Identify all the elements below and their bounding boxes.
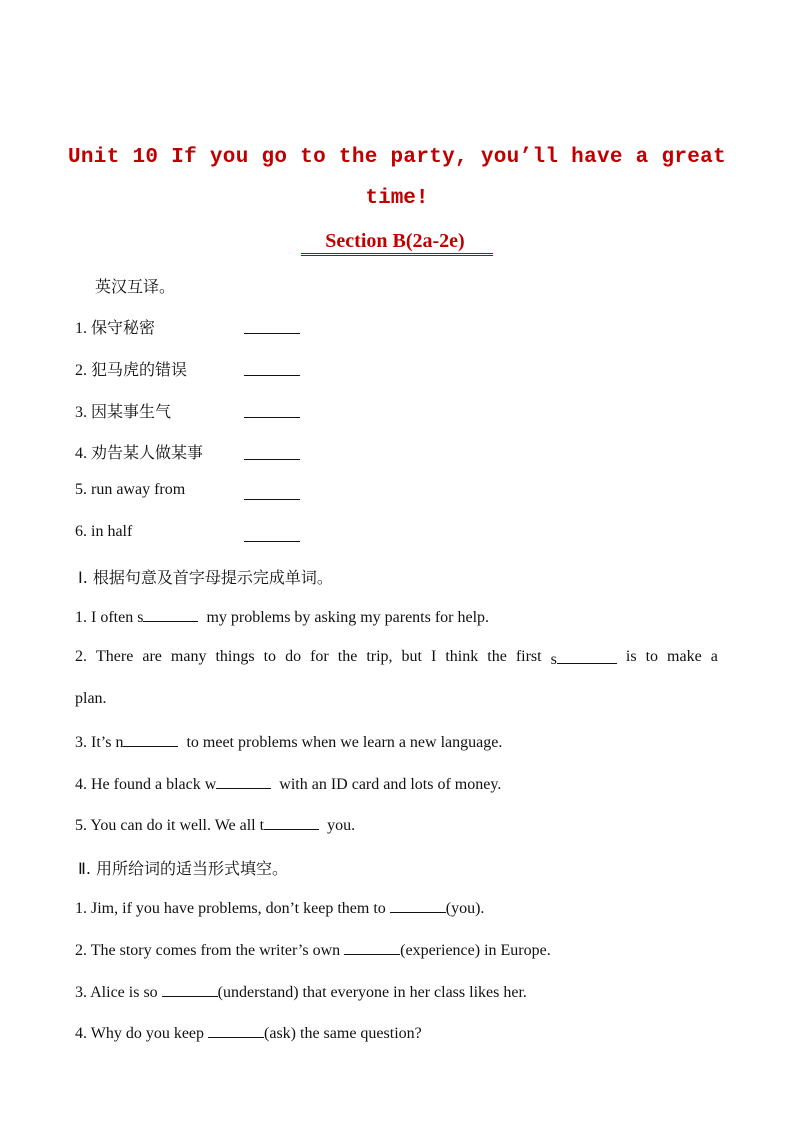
item-number: 3. (75, 404, 87, 421)
unit-title-line-1: Unit 10 If you go to the party, you’ll have a great (67, 146, 726, 169)
answer-blank[interactable] (244, 444, 300, 460)
item-number: 5. (75, 481, 87, 498)
answer-blank[interactable] (264, 814, 319, 830)
translation-item-3 (75, 399, 171, 422)
answer-blank[interactable] (344, 939, 400, 955)
part1-question-5 (75, 814, 355, 835)
part2-heading: Ⅱ. 用所给词的适当形式填空。 (78, 859, 289, 878)
question-text-after: to meet problems when we learn a new language. (182, 734, 503, 751)
answer-blank[interactable] (244, 318, 300, 334)
question-text-before: 3. Alice is so (75, 984, 162, 1001)
question-text-before: 3. It’s n (75, 734, 124, 751)
translation-item-4 (75, 440, 203, 463)
answer-blank[interactable] (244, 484, 300, 500)
answer-blank[interactable] (162, 981, 218, 997)
item-number: 6. (75, 523, 87, 540)
question-text-after: you. (323, 817, 356, 834)
question-text-before: 1. Jim, if you have problems, don’t keep them to (75, 900, 390, 917)
question-text-after: with an ID card and lots of money. (275, 776, 502, 793)
section-heading-text: Section B(2a-2e) (301, 229, 492, 256)
part2-question-4 (75, 1022, 422, 1043)
part1-heading: Ⅰ. 根据句意及首字母提示完成单词。 (78, 568, 333, 587)
item-text: run away from (91, 481, 186, 498)
answer-blank[interactable] (557, 648, 617, 664)
item-number: 4. (75, 445, 87, 462)
item-text: 因某事生气 (91, 402, 172, 421)
question-text-before: 4. Why do you keep (75, 1025, 209, 1042)
part1-question-1 (75, 606, 489, 627)
answer-blank[interactable] (216, 773, 271, 789)
unit-title-line-2: time! (365, 187, 429, 210)
translation-item-5 (75, 481, 185, 499)
part2-question-3 (75, 981, 527, 1002)
question-text-before: 4. He found a black w (75, 776, 217, 793)
answer-blank[interactable] (244, 360, 300, 376)
part2-question-1 (75, 897, 484, 918)
question-text-after: (understand) that everyone in her class likes her. (217, 984, 527, 1001)
question-text-after: (you). (445, 900, 485, 917)
question-text-after: (ask) the same question? (264, 1025, 422, 1042)
question-text-after: my problems by asking my parents for help. (202, 609, 490, 626)
item-number: 2. (75, 362, 87, 379)
translation-item-1 (75, 315, 155, 338)
answer-blank[interactable] (143, 606, 198, 622)
item-number: 1. (75, 320, 87, 337)
answer-blank[interactable] (208, 1022, 264, 1038)
section-heading (0, 229, 794, 256)
question-text-before: 2. The story comes from the writer’s own (75, 942, 345, 959)
item-text: 犯马虎的错误 (91, 360, 188, 379)
answer-blank[interactable] (390, 897, 446, 913)
question-text-before: 5. You can do it well. We all t (75, 817, 265, 834)
part0-heading: 英汉互译。 (95, 277, 176, 296)
item-text: 保守秘密 (91, 318, 156, 337)
item-text: 劝告某人做某事 (91, 443, 204, 462)
part2-question-2 (75, 939, 551, 960)
translation-item-2 (75, 357, 187, 380)
answer-blank[interactable] (244, 402, 300, 418)
question-text-after: (experience) in Europe. (400, 942, 551, 959)
answer-blank[interactable] (244, 526, 300, 542)
question-text-before: 1. I often s (75, 609, 144, 626)
part1-question-2: 2. There are many things to do for the trip, but I think the first s is to make a (75, 648, 718, 668)
answer-blank[interactable] (123, 731, 178, 747)
item-text: in half (91, 523, 133, 540)
part1-question-3 (75, 731, 502, 752)
translation-item-6 (75, 523, 132, 541)
part1-question-2-cont: plan. (75, 690, 107, 707)
part1-question-4 (75, 773, 501, 794)
